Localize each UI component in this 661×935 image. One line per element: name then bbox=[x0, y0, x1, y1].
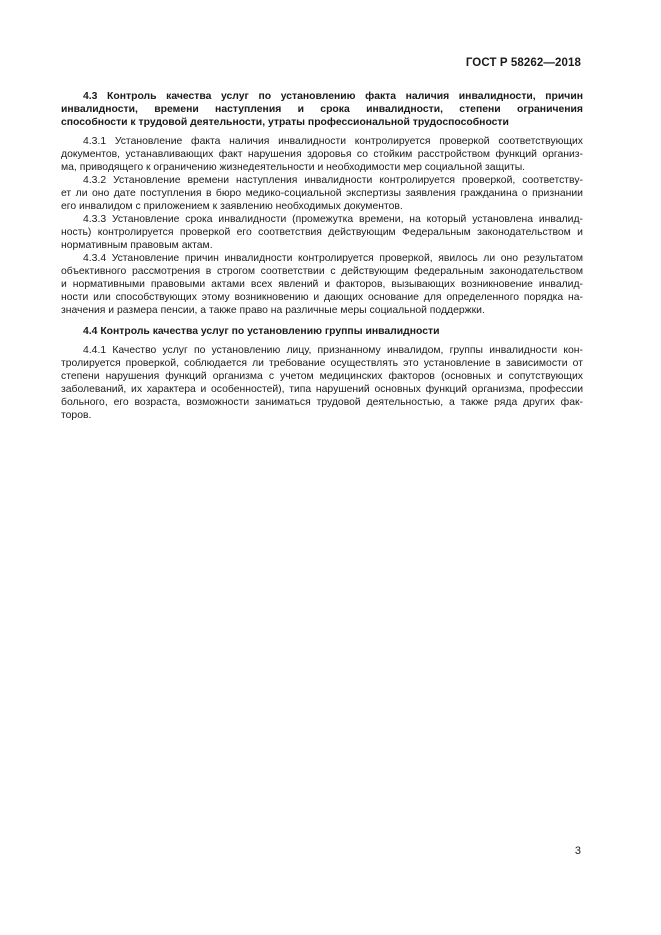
paragraph-line: документов, устанавливающих факт нарушения здоровья со стойким расстройством функций организ- bbox=[61, 149, 583, 160]
paragraph-line: тролируется проверкой, соблюдается ли требование осуществлять это установление в зависимости от bbox=[61, 358, 583, 369]
paragraph-line: 4.3.2 Установление времени наступления инвалидности контролируется проверкой, соответству- bbox=[83, 175, 583, 186]
heading-line: способности к трудовой деятельности, утраты профессиональной трудоспособности bbox=[61, 117, 509, 128]
paragraph-4-4-1 bbox=[61, 344, 583, 422]
paragraph-line: 4.3.4 Установление причин инвалидности контролируется проверкой, явилось ли оно результатом bbox=[83, 253, 583, 264]
paragraph-line: ности или способствующих этому возникновению и дающих основание для определенного порядка на- bbox=[61, 292, 583, 303]
page-number: 3 bbox=[574, 845, 581, 857]
paragraph-line: 4.3.1 Установление факта наличия инвалидности контролируется проверкой соответствующих bbox=[83, 136, 583, 147]
paragraph-line: и нормативными правовыми актами всех явлений и факторов, вызывающих возникновение инвалид- bbox=[61, 279, 583, 290]
paragraph-line: больного, его возраста, возможности заниматься трудовой деятельностью, а также ряда других фак- bbox=[61, 397, 583, 408]
paragraph-line: ность) контролируется проверкой его соответствия действующим Федеральным законодательством и bbox=[61, 227, 583, 238]
section-heading-4-4 bbox=[61, 325, 583, 338]
paragraph-4-3-3 bbox=[61, 213, 583, 252]
document-body bbox=[61, 90, 583, 422]
paragraph-line: 4.4.1 Качество услуг по установлению лицу, признанному инвалидом, группы инвалидности кон- bbox=[83, 345, 583, 356]
paragraph-line: нормативным правовым актам. bbox=[61, 240, 213, 251]
paragraph-line: степени нарушения функций организма с учетом медицинских факторов (основных и сопутствующих bbox=[61, 371, 583, 382]
paragraph-line: торов. bbox=[61, 410, 92, 421]
paragraph-line: 4.3.3 Установление срока инвалидности (промежутка времени, на который установлена инвалид- bbox=[83, 214, 583, 225]
heading-line: 4.4 Контроль качества услуг по установлению группы инвалидности bbox=[83, 326, 440, 337]
paragraph-4-3-1 bbox=[61, 135, 583, 174]
paragraph-line: значения и размера пенсии, а также право на различные меры социальной поддержки. bbox=[61, 305, 485, 316]
section-heading-4-3 bbox=[61, 90, 583, 129]
heading-line: 4.3 Контроль качества услуг по установлению факта наличия инвалидности, причин bbox=[83, 91, 583, 102]
paragraph-line: его инвалидом с приложением к заявлению необходимых документов. bbox=[61, 201, 403, 212]
paragraph-line: заболеваний, их характера и особенностей), типа нарушений основных функций организма, профессии bbox=[61, 384, 583, 395]
standard-number: ГОСТ Р 58262—2018 bbox=[465, 57, 581, 69]
paragraph-line: ма, приводящего к ограничению жизнедеятельности и необходимости мер социальной защиты. bbox=[61, 162, 526, 173]
paragraph-line: ет ли оно дате поступления в бюро медико-социальной экспертизы заявления гражданина о признании bbox=[61, 188, 583, 199]
paragraph-line: объективного рассмотрения в строгом соответствии с действующим федеральным законодательством bbox=[61, 266, 583, 277]
heading-line: инвалидности, времени наступления и срока инвалидности, степени ограничения bbox=[61, 104, 583, 115]
paragraph-4-3-2 bbox=[61, 174, 583, 213]
paragraph-4-3-4 bbox=[61, 252, 583, 317]
